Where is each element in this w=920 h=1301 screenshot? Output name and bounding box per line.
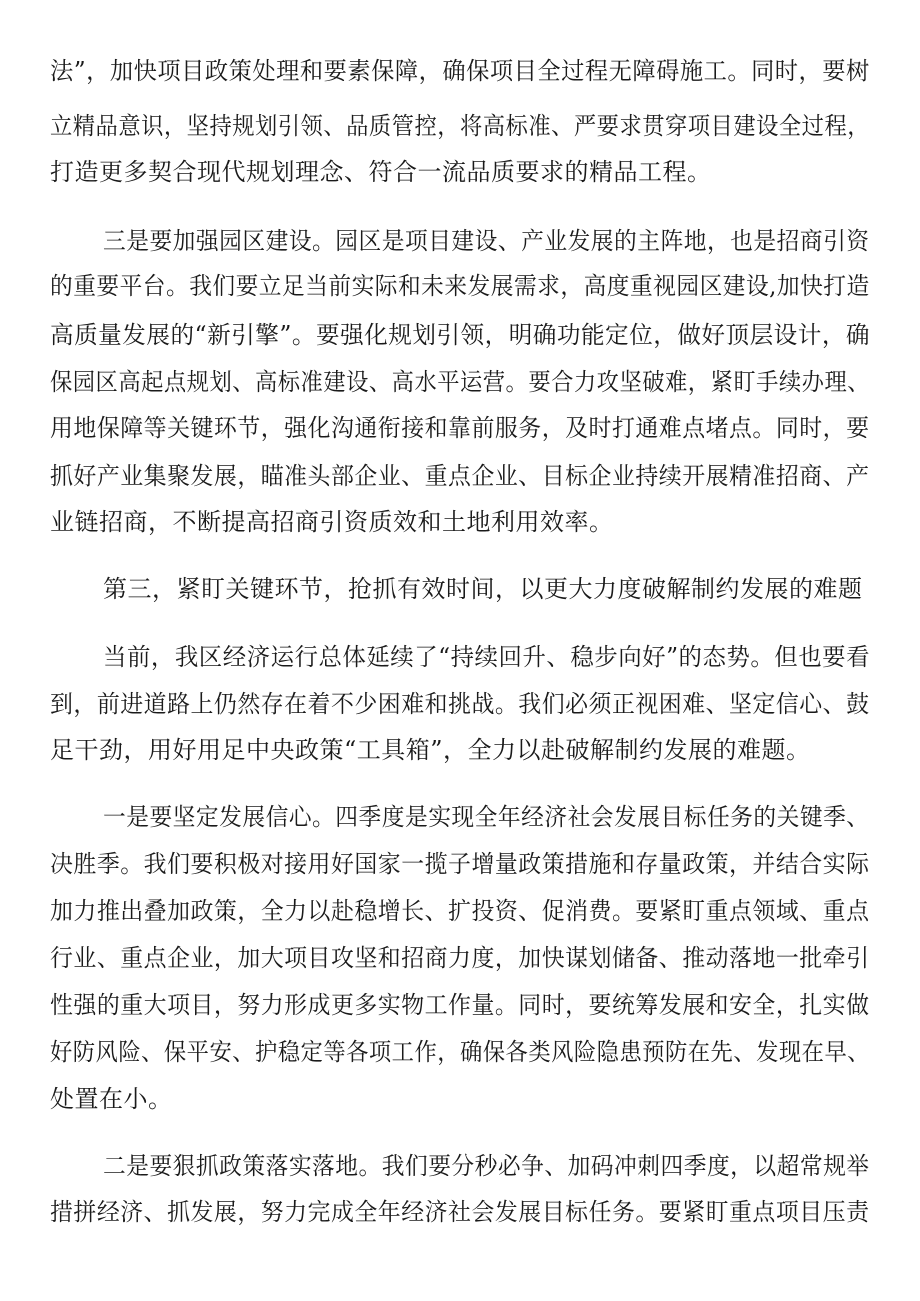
paragraph-line: 行业、重点企业，加大项目攻坚和招商力度，加快谋划储备、推动落地一批牵引: [50, 944, 870, 972]
section-heading-text: 第三，紧盯关键环节，抢抓有效时间，以更大力度破解制约发展的难题: [103, 575, 863, 603]
paragraph-line: 加力推出叠加政策，全力以赴稳增长、扩投资、促消费。要紧盯重点领域、重点: [50, 897, 870, 925]
paragraph-line: 抓好产业集聚发展，瞄准头部企业、重点企业、目标企业持续开展精准招商、产: [50, 462, 870, 490]
paragraph-line: 到，前进道路上仍然存在着不少困难和挑战。我们必须正视困难、坚定信心、鼓: [50, 690, 870, 718]
paragraph-line: 二是要狠抓政策落实落地。我们要分秒必争、加码冲刺四季度，以超常规举: [103, 1152, 870, 1180]
paragraph-line: 性强的重大项目，努力形成更多实物工作量。同时，要统筹发展和安全，扎实做: [50, 991, 870, 1019]
paragraph-line: 当前，我区经济运行总体延续了“持续回升、稳步向好”的态势。但也要看: [103, 643, 871, 671]
paragraph-line: 用地保障等关键环节，强化沟通衔接和靠前服务，及时打通难点堵点。同时，要: [50, 414, 870, 442]
paragraph-line: 业链招商，不断提高招商引资质效和土地利用效率。: [50, 508, 614, 536]
paragraph-line: 决胜季。我们要积极对接用好国家一揽子增量政策措施和存量政策，并结合实际: [50, 850, 870, 878]
paragraph-line: 足干劲，用好用足中央政策“工具箱”，全力以赴破解制约发展的难题。: [50, 736, 811, 764]
paragraph-line: 的重要平台。我们要立足当前实际和未来发展需求，高度重视园区建设,加快打造: [50, 272, 870, 300]
paragraph-line: 好防风险、保平安、护稳定等各项工作，确保各类风险隐患预防在先、发现在早、: [50, 1038, 870, 1066]
paragraph-line: 措拼经济、抓发展，努力完成全年经济社会发展目标任务。要紧盯重点项目压责: [50, 1198, 870, 1226]
paragraph-line: 打造更多契合现代规划理念、符合一流品质要求的精品工程。: [50, 158, 712, 186]
paragraph-line: 保园区高起点规划、高标准建设、高水平运营。要合力攻坚破难，紧盯手续办理、: [50, 368, 870, 396]
paragraph-line: 三是要加强园区建设。园区是项目建设、产业发展的主阵地，也是招商引资: [103, 227, 870, 255]
paragraph-line: 立精品意识，坚持规划引领、品质管控，将高标准、严要求贯穿项目建设全过程，: [50, 112, 870, 140]
paragraph-line: 高质量发展的“新引擎”。要强化规划引领，明确功能定位，做好顶层设计，确: [50, 321, 871, 349]
paragraph-line: 处置在小。: [50, 1085, 173, 1113]
paragraph-line: 一是要坚定发展信心。四季度是实现全年经济社会发展目标任务的关键季、: [103, 803, 870, 831]
paragraph-line: 法”，加快项目政策处理和要素保障，确保项目全过程无障碍施工。同时，要树: [50, 57, 870, 85]
